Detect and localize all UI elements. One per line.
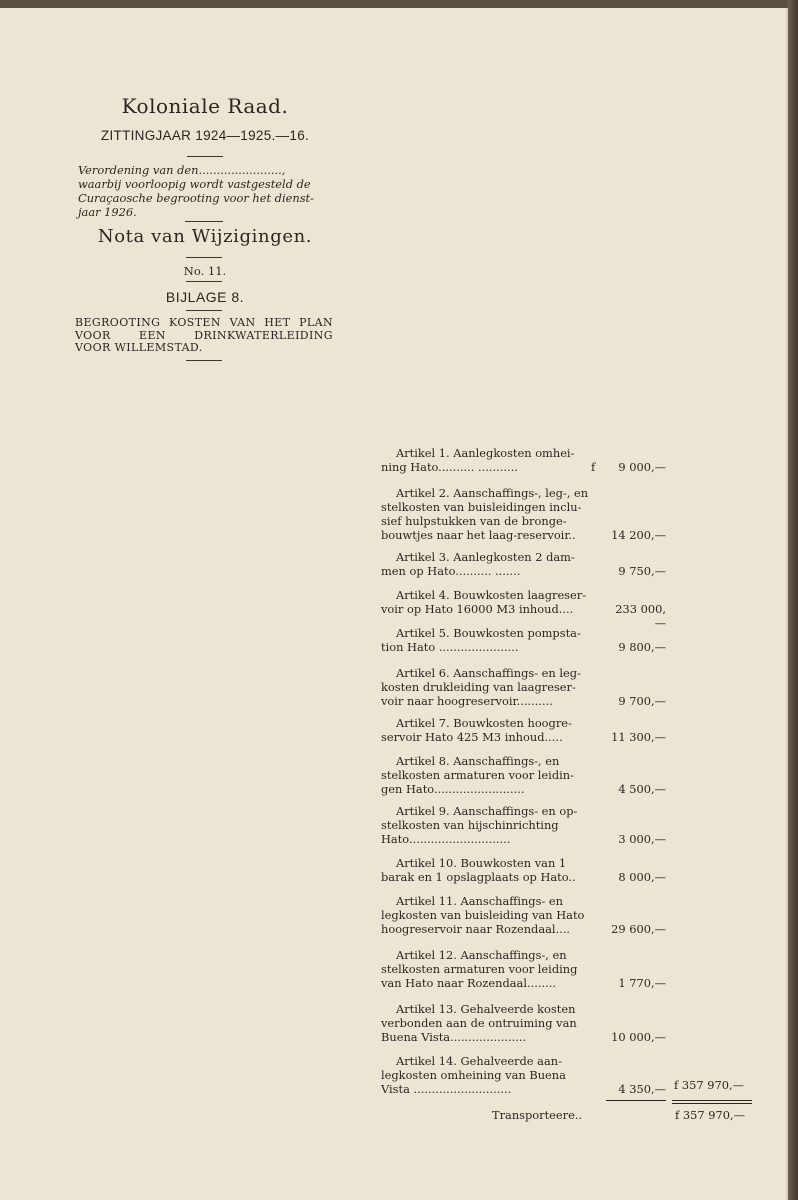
article-line: voir naar hoogreservoir.......... xyxy=(381,694,553,708)
article-entry xyxy=(381,1054,681,1096)
article-line: men op Hato.......... ....... xyxy=(381,564,521,578)
article-entry xyxy=(381,1002,681,1044)
ordinance-line: Curaçaosche begrooting voor het dienst- xyxy=(78,191,314,205)
transport-total xyxy=(675,1108,745,1122)
article-line: Artikel 6. Aanschaffings- en leg- xyxy=(396,666,581,680)
article-line: Artikel 13. Gehalveerde kosten xyxy=(396,1002,576,1016)
article-entry xyxy=(381,588,681,630)
article-line: Artikel 11. Aanschaffings- en xyxy=(396,894,563,908)
article-line: legkosten omheining van Buena xyxy=(381,1068,566,1082)
article-line: Buena Vista..................... xyxy=(381,1030,527,1044)
article-amount: 14 200,— xyxy=(611,528,666,542)
session-line: ZITTINGJAAR 1924—1925.—16. xyxy=(100,128,310,143)
ordinance-line: Verordening van den......................., xyxy=(78,163,286,177)
article-line: Vista ........................... xyxy=(381,1082,512,1096)
article-amount: 9 750,— xyxy=(618,564,666,578)
article-line: stelkosten van hijschinrichting xyxy=(381,818,559,832)
article-entry xyxy=(381,550,681,578)
ordinance-text xyxy=(78,163,333,219)
article-line: tion Hato ...................... xyxy=(381,640,519,654)
article-amount: 10 000,— xyxy=(611,1030,666,1044)
divider xyxy=(186,310,222,311)
nota-number: No. 11. xyxy=(183,264,227,278)
article-line: gen Hato......................... xyxy=(381,782,525,796)
article-line: Hato............................ xyxy=(381,832,511,846)
subtotal-rule xyxy=(606,1100,666,1101)
ordinance-line: waarbij voorloopig wordt vastgesteld de xyxy=(78,177,311,191)
article-line: hoogreservoir naar Rozendaal.... xyxy=(381,922,571,936)
budget-subject xyxy=(75,317,333,355)
nota-title: Nota van Wijzigingen. xyxy=(97,226,313,247)
article-entry xyxy=(381,754,681,796)
article-line: stelkosten armaturen voor leiding xyxy=(381,962,578,976)
article-amount: 9 800,— xyxy=(618,640,666,654)
transport-currency: f xyxy=(675,1108,680,1122)
council-title: Koloniale Raad. xyxy=(121,94,289,118)
article-line: Artikel 5. Bouwkosten pompsta- xyxy=(396,626,581,640)
article-line: Artikel 10. Bouwkosten van 1 xyxy=(396,856,567,870)
article-entry xyxy=(381,666,681,708)
article-line: verbonden aan de ontruiming van xyxy=(381,1016,577,1030)
document-page xyxy=(0,8,788,1200)
article-line: van Hato naar Rozendaal........ xyxy=(381,976,556,990)
article-amount: 4 500,— xyxy=(618,782,666,796)
article-line: bouwtjes naar het laag-reservoir.. xyxy=(381,528,576,542)
article-entry xyxy=(381,626,681,654)
article-line: Artikel 9. Aanschaffings- en op- xyxy=(396,804,578,818)
article-line: Artikel 7. Bouwkosten hoogre- xyxy=(396,716,572,730)
article-line: barak en 1 opslagplaats op Hato.. xyxy=(381,870,576,884)
book-binding xyxy=(788,0,798,1200)
article-line: Artikel 12. Aanschaffings-, en xyxy=(396,948,567,962)
article-entry xyxy=(381,446,681,474)
article-line: Artikel 14. Gehalveerde aan- xyxy=(396,1054,562,1068)
article-entry xyxy=(381,804,681,846)
total-currency: f xyxy=(674,1078,679,1092)
article-amount: 9 000,— xyxy=(618,460,666,474)
bijlage-label: BIJLAGE 8. xyxy=(165,289,245,305)
article-amount: 8 000,— xyxy=(618,870,666,884)
divider xyxy=(186,281,222,282)
divider xyxy=(187,156,223,157)
divider xyxy=(186,360,222,361)
article-amount: 11 300,— xyxy=(611,730,666,744)
total-rule xyxy=(672,1103,752,1104)
article-line: voir op Hato 16000 M3 inhoud.... xyxy=(381,602,574,616)
article-line: Artikel 1. Aanlegkosten omhei- xyxy=(396,446,575,460)
total-amount: 357 970,— xyxy=(681,1078,744,1092)
article-amount: 3 000,— xyxy=(618,832,666,846)
article-entry xyxy=(381,856,681,884)
article-currency: f xyxy=(591,460,596,474)
article-amount: 9 700,— xyxy=(618,694,666,708)
article-line: Artikel 4. Bouwkosten laagreser- xyxy=(396,588,587,602)
transport-label: Transporteere.. xyxy=(492,1108,583,1122)
article-line: kosten drukleiding van laagreser- xyxy=(381,680,576,694)
article-amount: 4 350,— xyxy=(618,1082,666,1096)
article-entry xyxy=(381,486,681,542)
article-line: servoir Hato 425 M3 inhoud..... xyxy=(381,730,563,744)
article-amount: 1 770,— xyxy=(618,976,666,990)
article-line: Artikel 8. Aanschaffings-, en xyxy=(396,754,560,768)
article-line: stelkosten van buisleidingen inclu- xyxy=(381,500,582,514)
total-rule xyxy=(672,1100,752,1101)
divider xyxy=(185,221,223,222)
article-entry xyxy=(381,716,681,744)
transport-amount: 357 970,— xyxy=(682,1108,745,1122)
article-line: Artikel 3. Aanlegkosten 2 dam- xyxy=(396,550,575,564)
divider xyxy=(186,257,222,258)
grand-total xyxy=(674,1078,754,1092)
ordinance-line: jaar 1926. xyxy=(78,205,137,219)
article-amount: 29 600,— xyxy=(611,922,666,936)
article-amount: 233 000,— xyxy=(615,602,666,630)
subject-line: BEGROOTING KOSTEN VAN HET PLAN xyxy=(75,316,333,329)
article-line: Artikel 2. Aanschaffings-, leg-, en xyxy=(396,486,589,500)
article-entry xyxy=(381,894,681,936)
article-line: legkosten van buisleiding van Hato xyxy=(381,908,585,922)
article-line: ning Hato.......... ........... xyxy=(381,460,518,474)
article-line: stelkosten armaturen voor leidin- xyxy=(381,768,574,782)
article-entry xyxy=(381,948,681,990)
article-line: sief hulpstukken van de bronge- xyxy=(381,514,567,528)
subject-line: VOOR EEN DRINKWATERLEIDING xyxy=(75,328,333,342)
subject-line: VOOR WILLEMSTAD. xyxy=(75,341,203,355)
